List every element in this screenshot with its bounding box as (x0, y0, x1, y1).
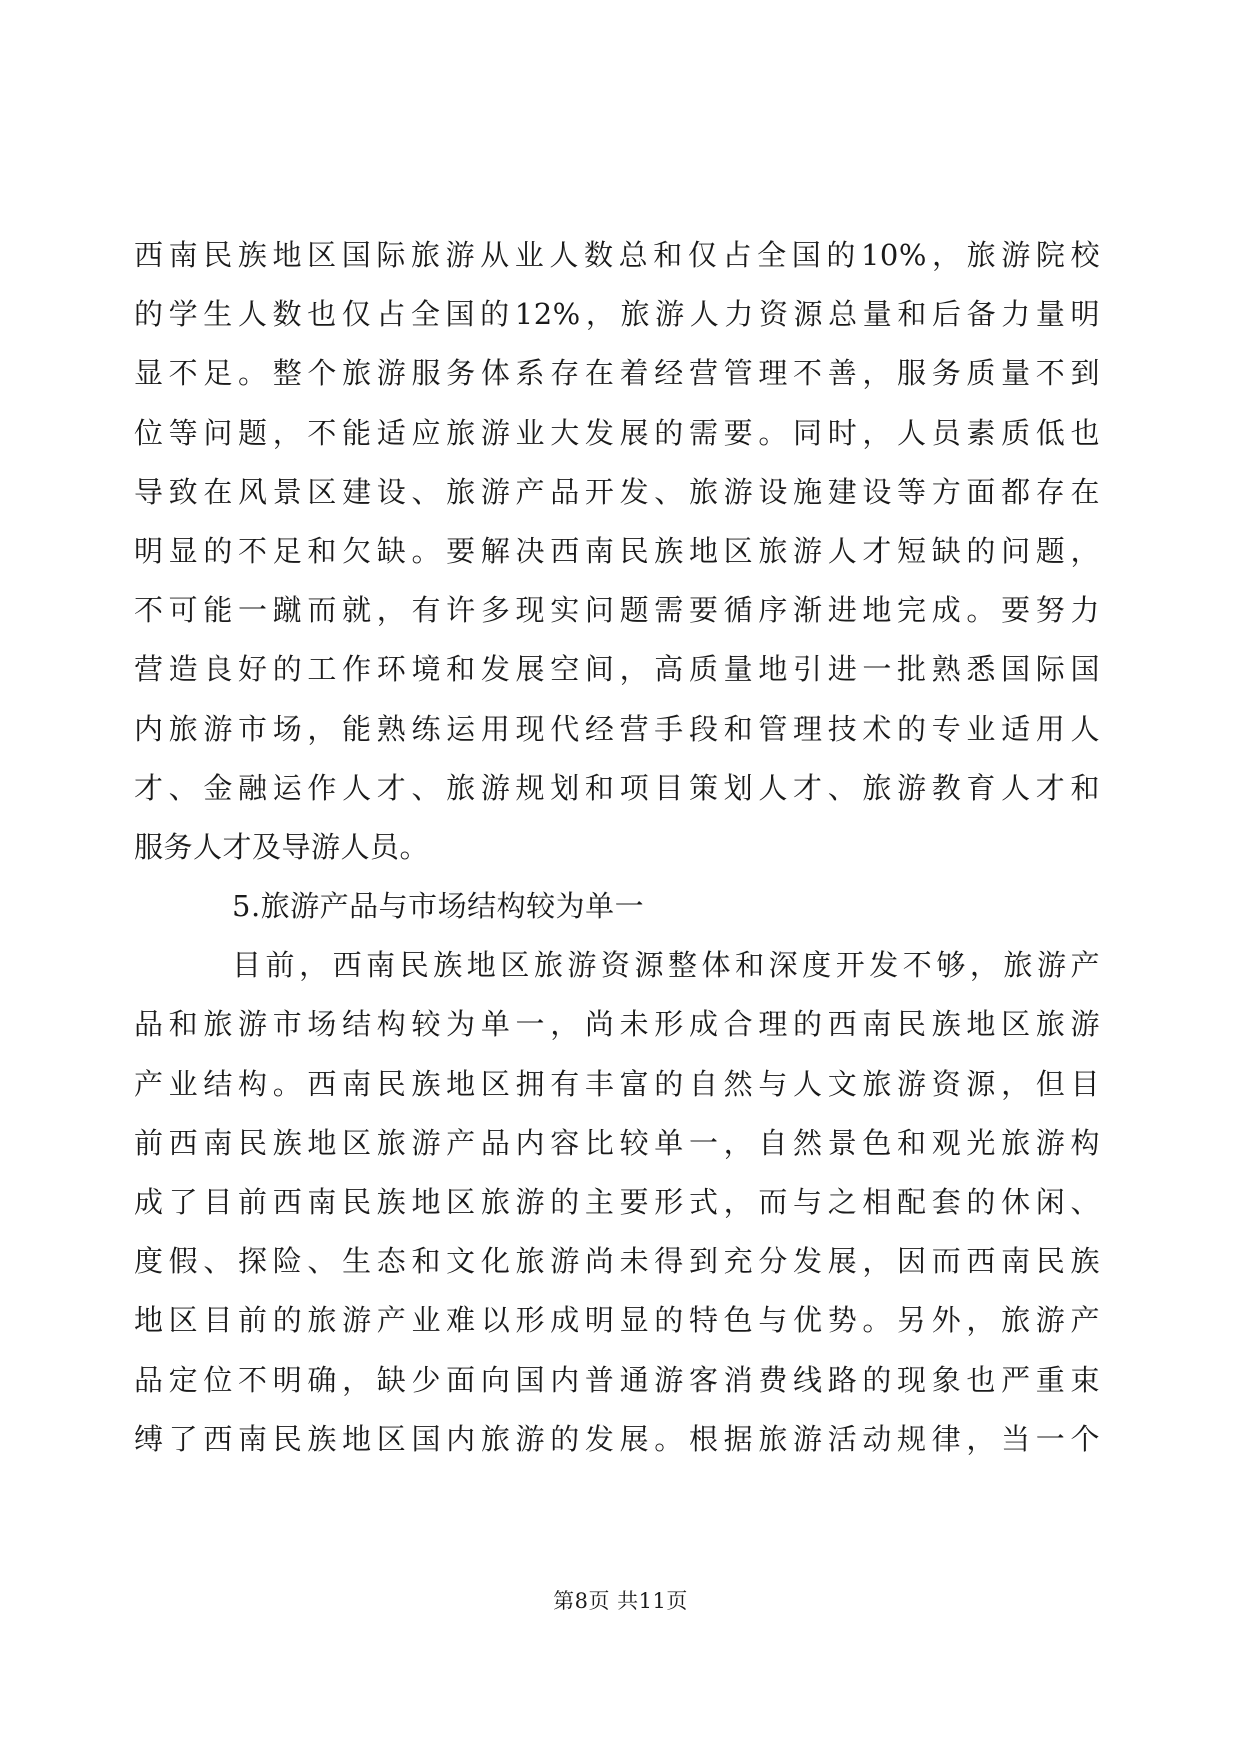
page-number-footer: 第8页 共11页 (553, 1589, 688, 1613)
text-line: 品定位不明确，缺少面向国内普通游客消费线路的现象也严重束 (134, 1362, 1100, 1397)
text-line: 目前，西南民族地区旅游资源整体和深度开发不够，旅游产 (232, 948, 1100, 983)
text-line: 服务人才及导游人员。 (134, 829, 430, 864)
text-line: 产业结构。西南民族地区拥有丰富的自然与人文旅游资源，但目 (134, 1066, 1100, 1101)
text-line: 的学生人数也仅占全国的12%，旅游人力资源总量和后备力量明 (134, 297, 1100, 332)
text-line: 品和旅游市场结构较为单一，尚未形成合理的西南民族地区旅游 (134, 1007, 1100, 1042)
text-line: 显不足。整个旅游服务体系存在着经营管理不善，服务质量不到 (134, 356, 1100, 391)
text-line: 明显的不足和欠缺。要解决西南民族地区旅游人才短缺的问题， (134, 533, 1100, 568)
text-line: 位等问题，不能适应旅游业大发展的需要。同时，人员素质低也 (134, 415, 1100, 450)
text-line: 缚了西南民族地区国内旅游的发展。根据旅游活动规律，当一个 (134, 1421, 1100, 1456)
text-line: 地区目前的旅游产业难以形成明显的特色与优势。另外，旅游产 (134, 1303, 1100, 1338)
body-text (134, 226, 1100, 1469)
text-line: 内旅游市场，能熟练运用现代经营手段和管理技术的专业适用人 (134, 711, 1100, 746)
text-line: 度假、探险、生态和文化旅游尚未得到充分发展，因而西南民族 (134, 1244, 1100, 1279)
text-line: 营造良好的工作环境和发展空间，高质量地引进一批熟悉国际国 (134, 652, 1100, 687)
text-line: 导致在风景区建设、旅游产品开发、旅游设施建设等方面都存在 (134, 474, 1100, 509)
text-line: 西南民族地区国际旅游从业人数总和仅占全国的10%，旅游院校 (134, 238, 1100, 272)
text-line: 前西南民族地区旅游产品内容比较单一，自然景色和观光旅游构 (134, 1125, 1100, 1160)
text-line: 才、金融运作人才、旅游规划和项目策划人才、旅游教育人才和 (134, 770, 1100, 805)
text-line: 成了目前西南民族地区旅游的主要形式，而与之相配套的休闲、 (134, 1185, 1100, 1219)
section-heading: 5.旅游产品与市场结构较为单一 (232, 889, 645, 924)
text-line: 不可能一蹴而就，有许多现实问题需要循序渐进地完成。要努力 (134, 593, 1100, 628)
